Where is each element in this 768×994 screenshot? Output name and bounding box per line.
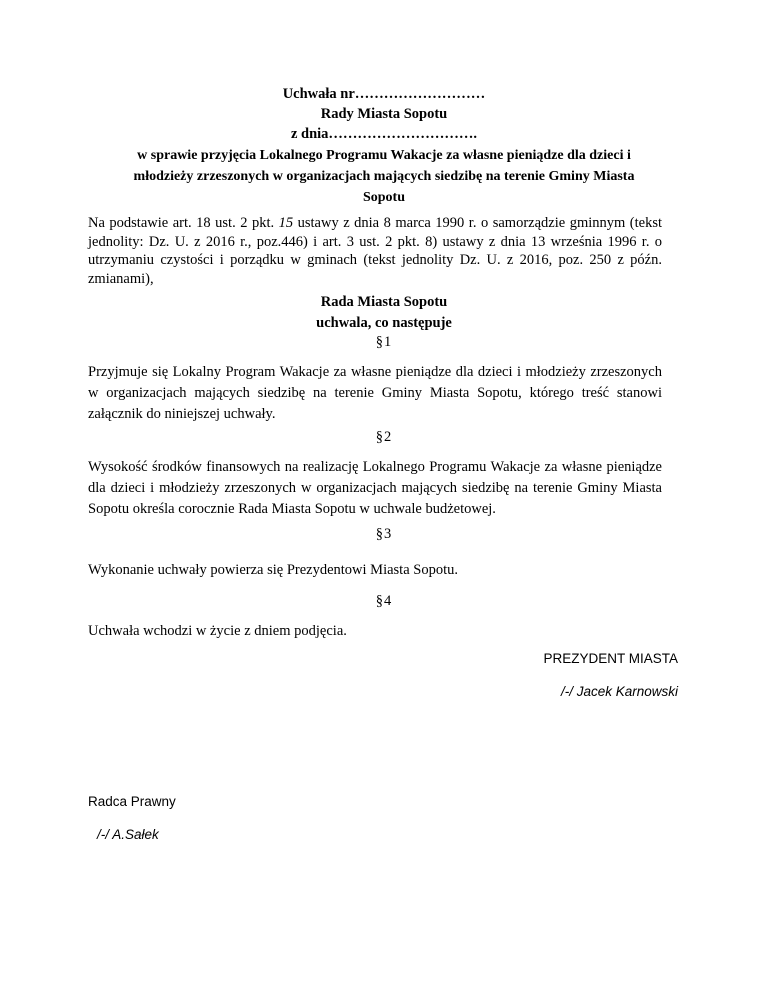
legal-counsel-name: /-/ A.Sałek [97,827,159,842]
council-name: Rada Miasta Sopotu [320,294,448,310]
subject-line-3: Sopotu [362,190,406,205]
section-4-mark: §4 [375,593,393,609]
subject-line-2: młodzieży zrzeszonych w organizacjach mających siedzibę na terenie Gminy Miasta [133,169,635,184]
preamble-italic-number: 15 [278,215,294,231]
council-name-header: Rady Miasta Sopotu [320,106,448,122]
section-2-text: Wysokość środków finansowych na realizację Lokalnego Programu Wakacje za własne pieniądze dla dzieci i młodzieży zrzeszonych w organizacjach mających siedzibę na terenie Gminy Miasta Sopotu określa corocznie Rada Miasta Sopotu w uchwale budżetowej. [88,459,662,517]
section-1-mark: §1 [375,334,393,350]
section-4-text: Uchwała wchodzi w życie z dniem podjęcia. [88,623,347,639]
legal-counsel-role: Radca Prawny [88,794,176,809]
preamble-part2: ustawy z dnia 8 marca 1990 r. o samorządzie gminnym (tekst jednolity: Dz. U. z 2016 r., poz.446) i art. 3 ust. 2 pkt. 8) ustawy z dnia 13 września 1996 r. o utrzymaniu czystości i porządku w gminach (tekst jednolity Dz. U. z 2016, poz. 250 z późn. zmianami), [88,215,662,287]
signature-role: PREZYDENT MIASTA [543,651,678,666]
preamble-part1: Na podstawie art. 18 ust. 2 pkt. [88,215,279,231]
resolution-number: Uchwała nr……………………… [282,86,486,102]
signature-name: /-/ Jacek Karnowski [560,684,678,699]
section-3-text: Wykonanie uchwały powierza się Prezydentowi Miasta Sopotu. [88,562,458,578]
subject-line-1: w sprawie przyjęcia Lokalnego Programu Wakacje za własne pieniądze dla dzieci i [137,148,631,163]
section-3-mark: §3 [375,526,393,542]
section-2-mark: §2 [375,429,393,445]
preamble [88,214,662,288]
council-resolves: uchwala, co następuje [316,315,452,331]
resolution-date: z dnia…………………………. [290,126,478,142]
section-1-text: Przyjmuje się Lokalny Program Wakacje za własne pieniądze dla dzieci i młodzieży zrzeszonych w organizacjach mających siedzibę na terenie Gminy Miasta Sopotu, którego treść stanowi załącznik do niniejszej uchwały. [88,364,662,422]
